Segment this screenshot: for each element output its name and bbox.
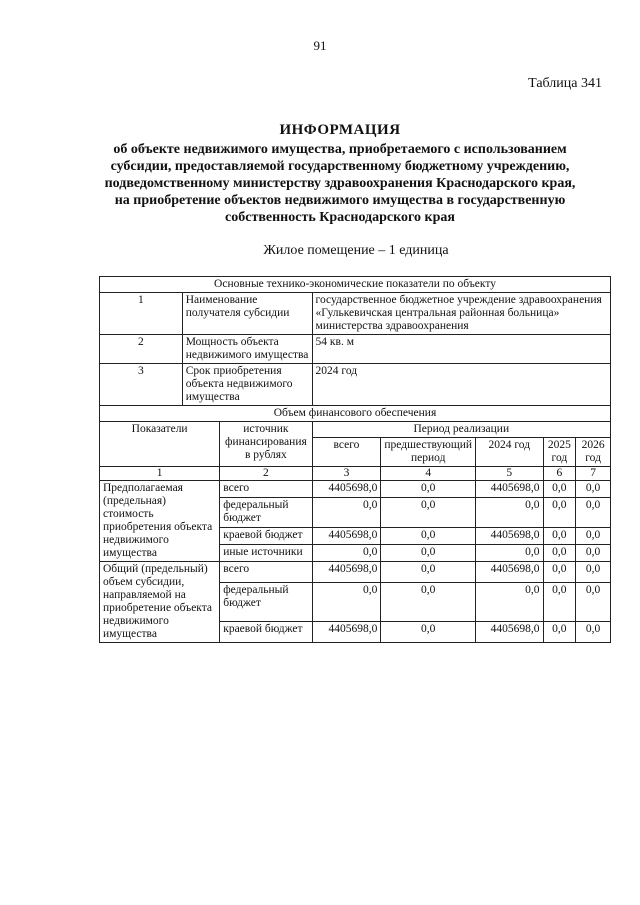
- data-row: [100, 562, 611, 583]
- col-header-2026: 2026 год: [576, 438, 611, 467]
- value-2024: 0,0: [476, 497, 543, 528]
- indicator-label: Общий (предельный) объем субсидии, направляемой на приобретение объекта недвижимого имущества: [100, 562, 220, 643]
- document-heading: [60, 122, 620, 226]
- col-header-indicators: Показатели: [100, 422, 220, 467]
- value-previous: 0,0: [381, 562, 476, 583]
- col-header-previous: предшествующий период: [381, 438, 476, 467]
- col-header-2024: 2024 год: [476, 438, 543, 467]
- col-header-period: Период реализации: [312, 422, 610, 438]
- section-header: Объем финансового обеспечения: [100, 406, 611, 422]
- value-previous: 0,0: [381, 528, 476, 545]
- value-previous: 0,0: [381, 621, 476, 642]
- row-number: 3: [100, 364, 183, 406]
- info-label: Срок приобретения объекта недвижимого имущества: [182, 364, 312, 406]
- value-2026: 0,0: [576, 545, 611, 562]
- col-header-source: источник финансирования в рублях: [220, 422, 312, 467]
- value-2026: 0,0: [576, 583, 611, 622]
- value-2024: 4405698,0: [476, 621, 543, 642]
- info-value: 54 кв. м: [312, 335, 610, 364]
- funding-source: федеральный бюджет: [220, 583, 312, 622]
- value-2026: 0,0: [576, 497, 611, 528]
- funding-source: всего: [220, 562, 312, 583]
- column-number: 1: [100, 467, 220, 481]
- funding-source: краевой бюджет: [220, 621, 312, 642]
- row-number: 1: [100, 293, 183, 335]
- value-2025: 0,0: [543, 481, 576, 498]
- info-row: [100, 335, 611, 364]
- value-2025: 0,0: [543, 583, 576, 622]
- value-2026: 0,0: [576, 528, 611, 545]
- subtitle-line: на приобретение объектов недвижимого имущества в государственную: [114, 193, 566, 208]
- value-2024: 0,0: [476, 545, 543, 562]
- value-2025: 0,0: [543, 528, 576, 545]
- funding-source: всего: [220, 481, 312, 498]
- column-header-row: [100, 422, 611, 438]
- column-number: 2: [220, 467, 312, 481]
- funding-source: иные источники: [220, 545, 312, 562]
- column-number: 6: [543, 467, 576, 481]
- info-value: 2024 год: [312, 364, 610, 406]
- value-2026: 0,0: [576, 481, 611, 498]
- column-number: 4: [381, 467, 476, 481]
- value-previous: 0,0: [381, 481, 476, 498]
- subtitle-line: об объекте недвижимого имущества, приобретаемого с использованием: [113, 142, 567, 157]
- column-number: 3: [312, 467, 381, 481]
- section-header: Основные технико-экономические показатели по объекту: [100, 277, 611, 293]
- value-2025: 0,0: [543, 545, 576, 562]
- value-total: 4405698,0: [312, 621, 381, 642]
- info-row: [100, 293, 611, 335]
- col-header-total: всего: [312, 438, 381, 467]
- info-label: Мощность объекта недвижимого имущества: [182, 335, 312, 364]
- value-2024: 4405698,0: [476, 481, 543, 498]
- value-previous: 0,0: [381, 583, 476, 622]
- info-value: государственное бюджетное учреждение здравоохранения «Гулькевичская центральная районная больница» министерства здравоохранения: [312, 293, 610, 335]
- col-header-2025: 2025 год: [543, 438, 576, 467]
- value-total: 0,0: [312, 545, 381, 562]
- indicator-label: Предполагаемая (предельная) стоимость приобретения объекта недвижимого имущества: [100, 481, 220, 562]
- value-2024: 0,0: [476, 583, 543, 622]
- subtitle-line: подведомственному министерству здравоохранения Краснодарского края,: [104, 176, 576, 191]
- column-number-row: [100, 467, 611, 481]
- data-row: [100, 481, 611, 498]
- subtitle-line: субсидии, предоставляемой государственному бюджетному учреждению,: [110, 159, 570, 174]
- value-total: 4405698,0: [312, 481, 381, 498]
- info-row: [100, 364, 611, 406]
- document-title: ИНФОРМАЦИЯ: [279, 122, 401, 138]
- funding-source: краевой бюджет: [220, 528, 312, 545]
- section-header-row: [100, 406, 611, 422]
- table-label: Таблица 341: [528, 76, 602, 91]
- value-2024: 4405698,0: [476, 528, 543, 545]
- value-2025: 0,0: [543, 497, 576, 528]
- info-label: Наименование получателя субсидии: [182, 293, 312, 335]
- subtitle-line: собственность Краснодарского края: [225, 210, 455, 225]
- column-number: 5: [476, 467, 543, 481]
- value-total: 4405698,0: [312, 562, 381, 583]
- value-2025: 0,0: [543, 621, 576, 642]
- value-2025: 0,0: [543, 562, 576, 583]
- value-previous: 0,0: [381, 545, 476, 562]
- column-number: 7: [576, 467, 611, 481]
- value-total: 0,0: [312, 497, 381, 528]
- page-number: 91: [313, 38, 327, 53]
- row-number: 2: [100, 335, 183, 364]
- value-2024: 4405698,0: [476, 562, 543, 583]
- value-previous: 0,0: [381, 497, 476, 528]
- value-total: 0,0: [312, 583, 381, 622]
- value-2026: 0,0: [576, 621, 611, 642]
- section-header-row: [100, 277, 611, 293]
- value-total: 4405698,0: [312, 528, 381, 545]
- value-2026: 0,0: [576, 562, 611, 583]
- funding-source: федеральный бюджет: [220, 497, 312, 528]
- unit-line: Жилое помещение – 1 единица: [263, 243, 449, 258]
- object-info-table: [99, 276, 611, 643]
